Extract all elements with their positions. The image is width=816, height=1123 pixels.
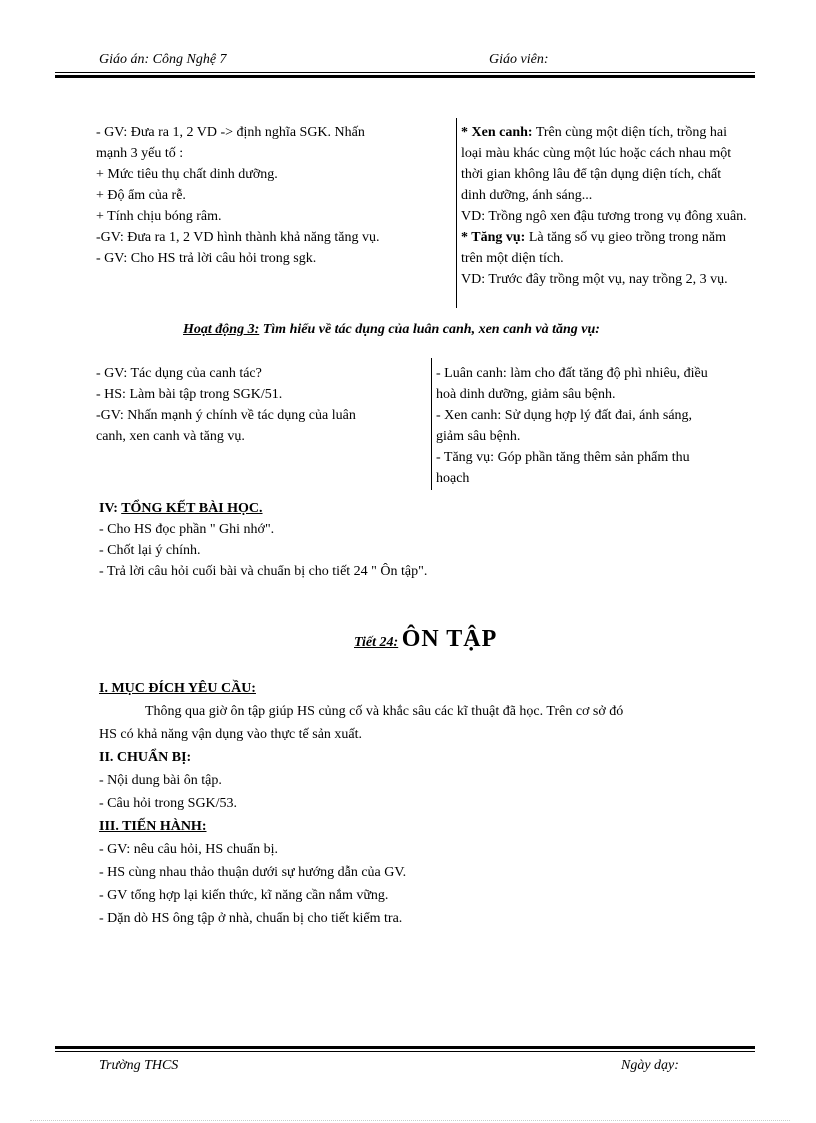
table1-right-column (461, 122, 811, 290)
table1-left-line: - GV: Cho HS trả lời câu hỏi trong sgk. (96, 251, 317, 266)
table1-right-line: VD: Trước đây trồng một vụ, nay trồng 2, 3 vụ. (461, 272, 728, 287)
tang-vu-text: Là tăng số vụ gieo trồng trong năm (528, 230, 726, 245)
table1-right-line: VD: Trồng ngô xen đậu tương trong vụ đông xuân. (461, 209, 747, 224)
table1-left-line: mạnh 3 yếu tố : (96, 146, 184, 161)
xen-canh-line (461, 122, 811, 143)
table1-left-line: - GV: Đưa ra 1, 2 VD -> định nghĩa SGK. Nhấn (96, 125, 365, 140)
summary-title: TỔNG KẾT BÀI HỌC. (121, 501, 263, 516)
section3-title: III. TIẾN HÀNH: (99, 819, 207, 834)
section3-item: - GV tổng hợp lại kiến thức, kĩ năng cần nắm vững. (99, 888, 389, 903)
header-rule-thin (55, 72, 755, 73)
table2-right-line: - Tăng vụ: Góp phần tăng thêm sản phẩm thu (436, 450, 690, 465)
summary-item: - Cho HS đọc phần " Ghi nhớ". (99, 522, 275, 537)
table2-right-line: - Luân canh: làm cho đất tăng độ phì nhiêu, điều (436, 366, 708, 381)
section2-item: - Câu hỏi trong SGK/53. (99, 796, 238, 811)
summary-prefix: IV: (99, 501, 118, 516)
tang-vu-label: * Tăng vụ: (461, 230, 526, 245)
activity3-text: Tìm hiểu về tác dụng của luân canh, xen canh và tăng vụ: (262, 322, 600, 337)
table1-left-line: + Tính chịu bóng râm. (96, 209, 222, 224)
summary-heading (99, 498, 749, 519)
section1-line: HS có khả năng vận dụng vào thực tế sản xuất. (99, 727, 363, 742)
lesson-title (354, 626, 497, 653)
summary-item: - Chốt lại ý chính. (99, 543, 201, 558)
table2-left-line: - HS: Làm bài tập trong SGK/51. (96, 387, 283, 402)
lesson-name: ÔN TẬP (401, 626, 498, 652)
section1 (99, 677, 759, 930)
section3-item: - HS cùng nhau thảo thuận dưới sự hướng dẫn của GV. (99, 865, 407, 880)
table1-left-line: + Mức tiêu thụ chất dinh dưỡng. (96, 167, 278, 182)
table2-left-column (96, 363, 426, 447)
table2-left-line: canh, xen canh và tăng vụ. (96, 429, 245, 444)
header-left: Giáo án: Công Nghệ 7 (99, 52, 227, 67)
footer-rule-thin (55, 1051, 755, 1052)
section1-line: Thông qua giờ ôn tập giúp HS củng cố và khắc sâu các kĩ thuật đã học. Trên cơ sở đó (145, 704, 624, 719)
header-right: Giáo viên: (489, 52, 549, 67)
footer-left: Trường THCS (99, 1058, 179, 1073)
section1-title: I. MỤC ĐÍCH YÊU CẦU: (99, 681, 256, 696)
xen-canh-label: * Xen canh: (461, 125, 533, 140)
page-edge-divider (30, 1120, 790, 1121)
table1-left-line: -GV: Đưa ra 1, 2 VD hình thành khả năng tăng vụ. (96, 230, 380, 245)
lesson-prefix: Tiết 24: (354, 635, 399, 650)
table1-right-line: thời gian không lâu để tận dụng diện tích, chất (461, 167, 722, 182)
activity3-heading (183, 322, 600, 338)
xen-canh-text: Trên cùng một diện tích, trồng hai (535, 125, 727, 140)
section2-title: II. CHUẨN BỊ: (99, 750, 192, 765)
summary-section (99, 498, 749, 582)
table2-right-line: - Xen canh: Sử dụng hợp lý đất đai, ánh sáng, (436, 408, 693, 423)
table2-divider (431, 358, 432, 490)
table1-right-line: trên một diện tích. (461, 251, 564, 266)
tang-vu-line (461, 227, 811, 248)
footer-right: Ngày dạy: (621, 1058, 679, 1073)
table1-right-line: dinh dưỡng, ánh sáng... (461, 188, 593, 203)
table2-right-line: hoạch (436, 471, 470, 486)
table2-left-line: -GV: Nhấn mạnh ý chính về tác dụng của luân (96, 408, 356, 423)
table2-right-column (436, 363, 776, 489)
table1-left-column (96, 122, 446, 269)
table2-right-line: giảm sâu bệnh. (436, 429, 521, 444)
table2-left-line: - GV: Tác dụng của canh tác? (96, 366, 262, 381)
section2-item: - Nội dung bài ôn tập. (99, 773, 222, 788)
section3-item: - GV: nêu câu hỏi, HS chuẩn bị. (99, 842, 278, 857)
header-rule-thick (55, 75, 755, 78)
section3-item: - Dặn dò HS ông tập ở nhà, chuẩn bị cho tiết kiểm tra. (99, 911, 403, 926)
activity3-label: Hoạt động 3: (183, 322, 260, 337)
table1-divider (456, 118, 457, 308)
table1-left-line: + Độ ẩm của rễ. (96, 188, 186, 203)
table1-right-line: loại màu khác cùng một lúc hoặc cách nhau một (461, 146, 732, 161)
footer-rule-thick (55, 1046, 755, 1049)
table2-right-line: hoà dinh dưỡng, giảm sâu bệnh. (436, 387, 616, 402)
summary-item: - Trả lời câu hỏi cuối bài và chuẩn bị cho tiết 24 " Ôn tập". (99, 564, 428, 579)
